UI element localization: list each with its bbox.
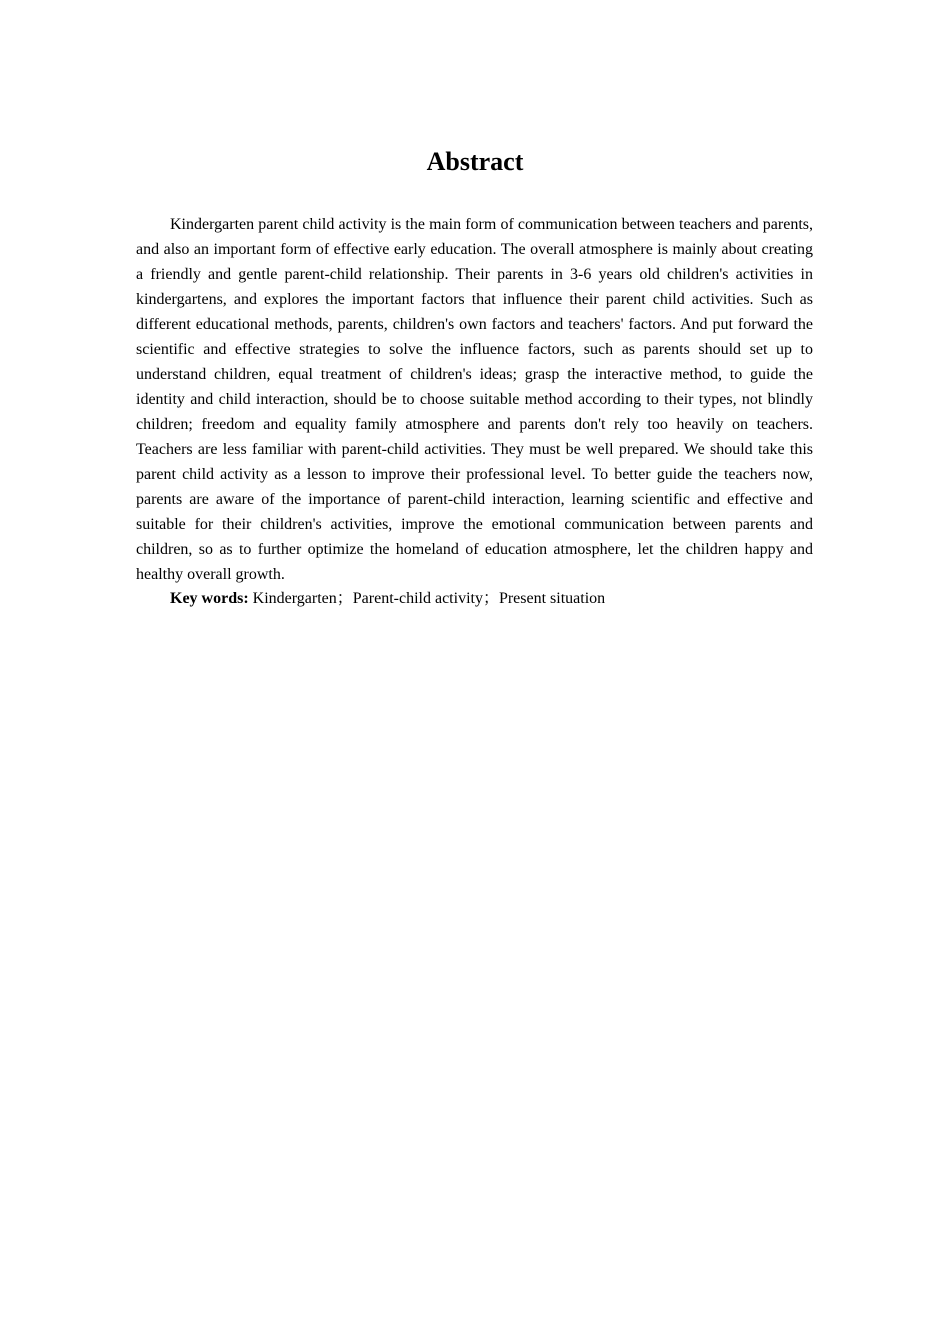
keywords-label: Key words:	[170, 590, 249, 607]
keywords-text: Kindergarten；Parent-child activity；Present situation	[248, 590, 606, 607]
abstract-body: Kindergarten parent child activity is the main form of communication between teachers and parents, and also an important form of effective early education. The overall atmosphere is mainly about creating a friendly and gentle parent-child relationship. Their parents in 3-6 years old children's activities in kindergartens, and explores the important factors that influence their parent child activities. Such as different educational methods, parents, children's own factors and teachers' factors. And put forward the scientific and effective strategies to solve the influence factors, such as parents should set up to understand children, equal treatment of children's ideas; grasp the interactive method, to guide the identity and child interaction, should be to choose suitable method according to their types, not blindly children; freedom and equality family atmosphere and parents don't rely too heavily on teachers. Teachers are less familiar with parent-child activities. They must be well prepared. We should take this parent child activity as a lesson to improve their professional level. To better guide the teachers now, parents are aware of the importance of parent-child interaction, learning scientific and effective and suitable for their children's activities, improve the emotional communication between parents and children, so as to further optimize the homeland of education atmosphere, let the children happy and healthy overall growth.	[136, 216, 813, 583]
abstract-title: Abstract	[426, 147, 524, 176]
keywords-line	[136, 586, 813, 611]
